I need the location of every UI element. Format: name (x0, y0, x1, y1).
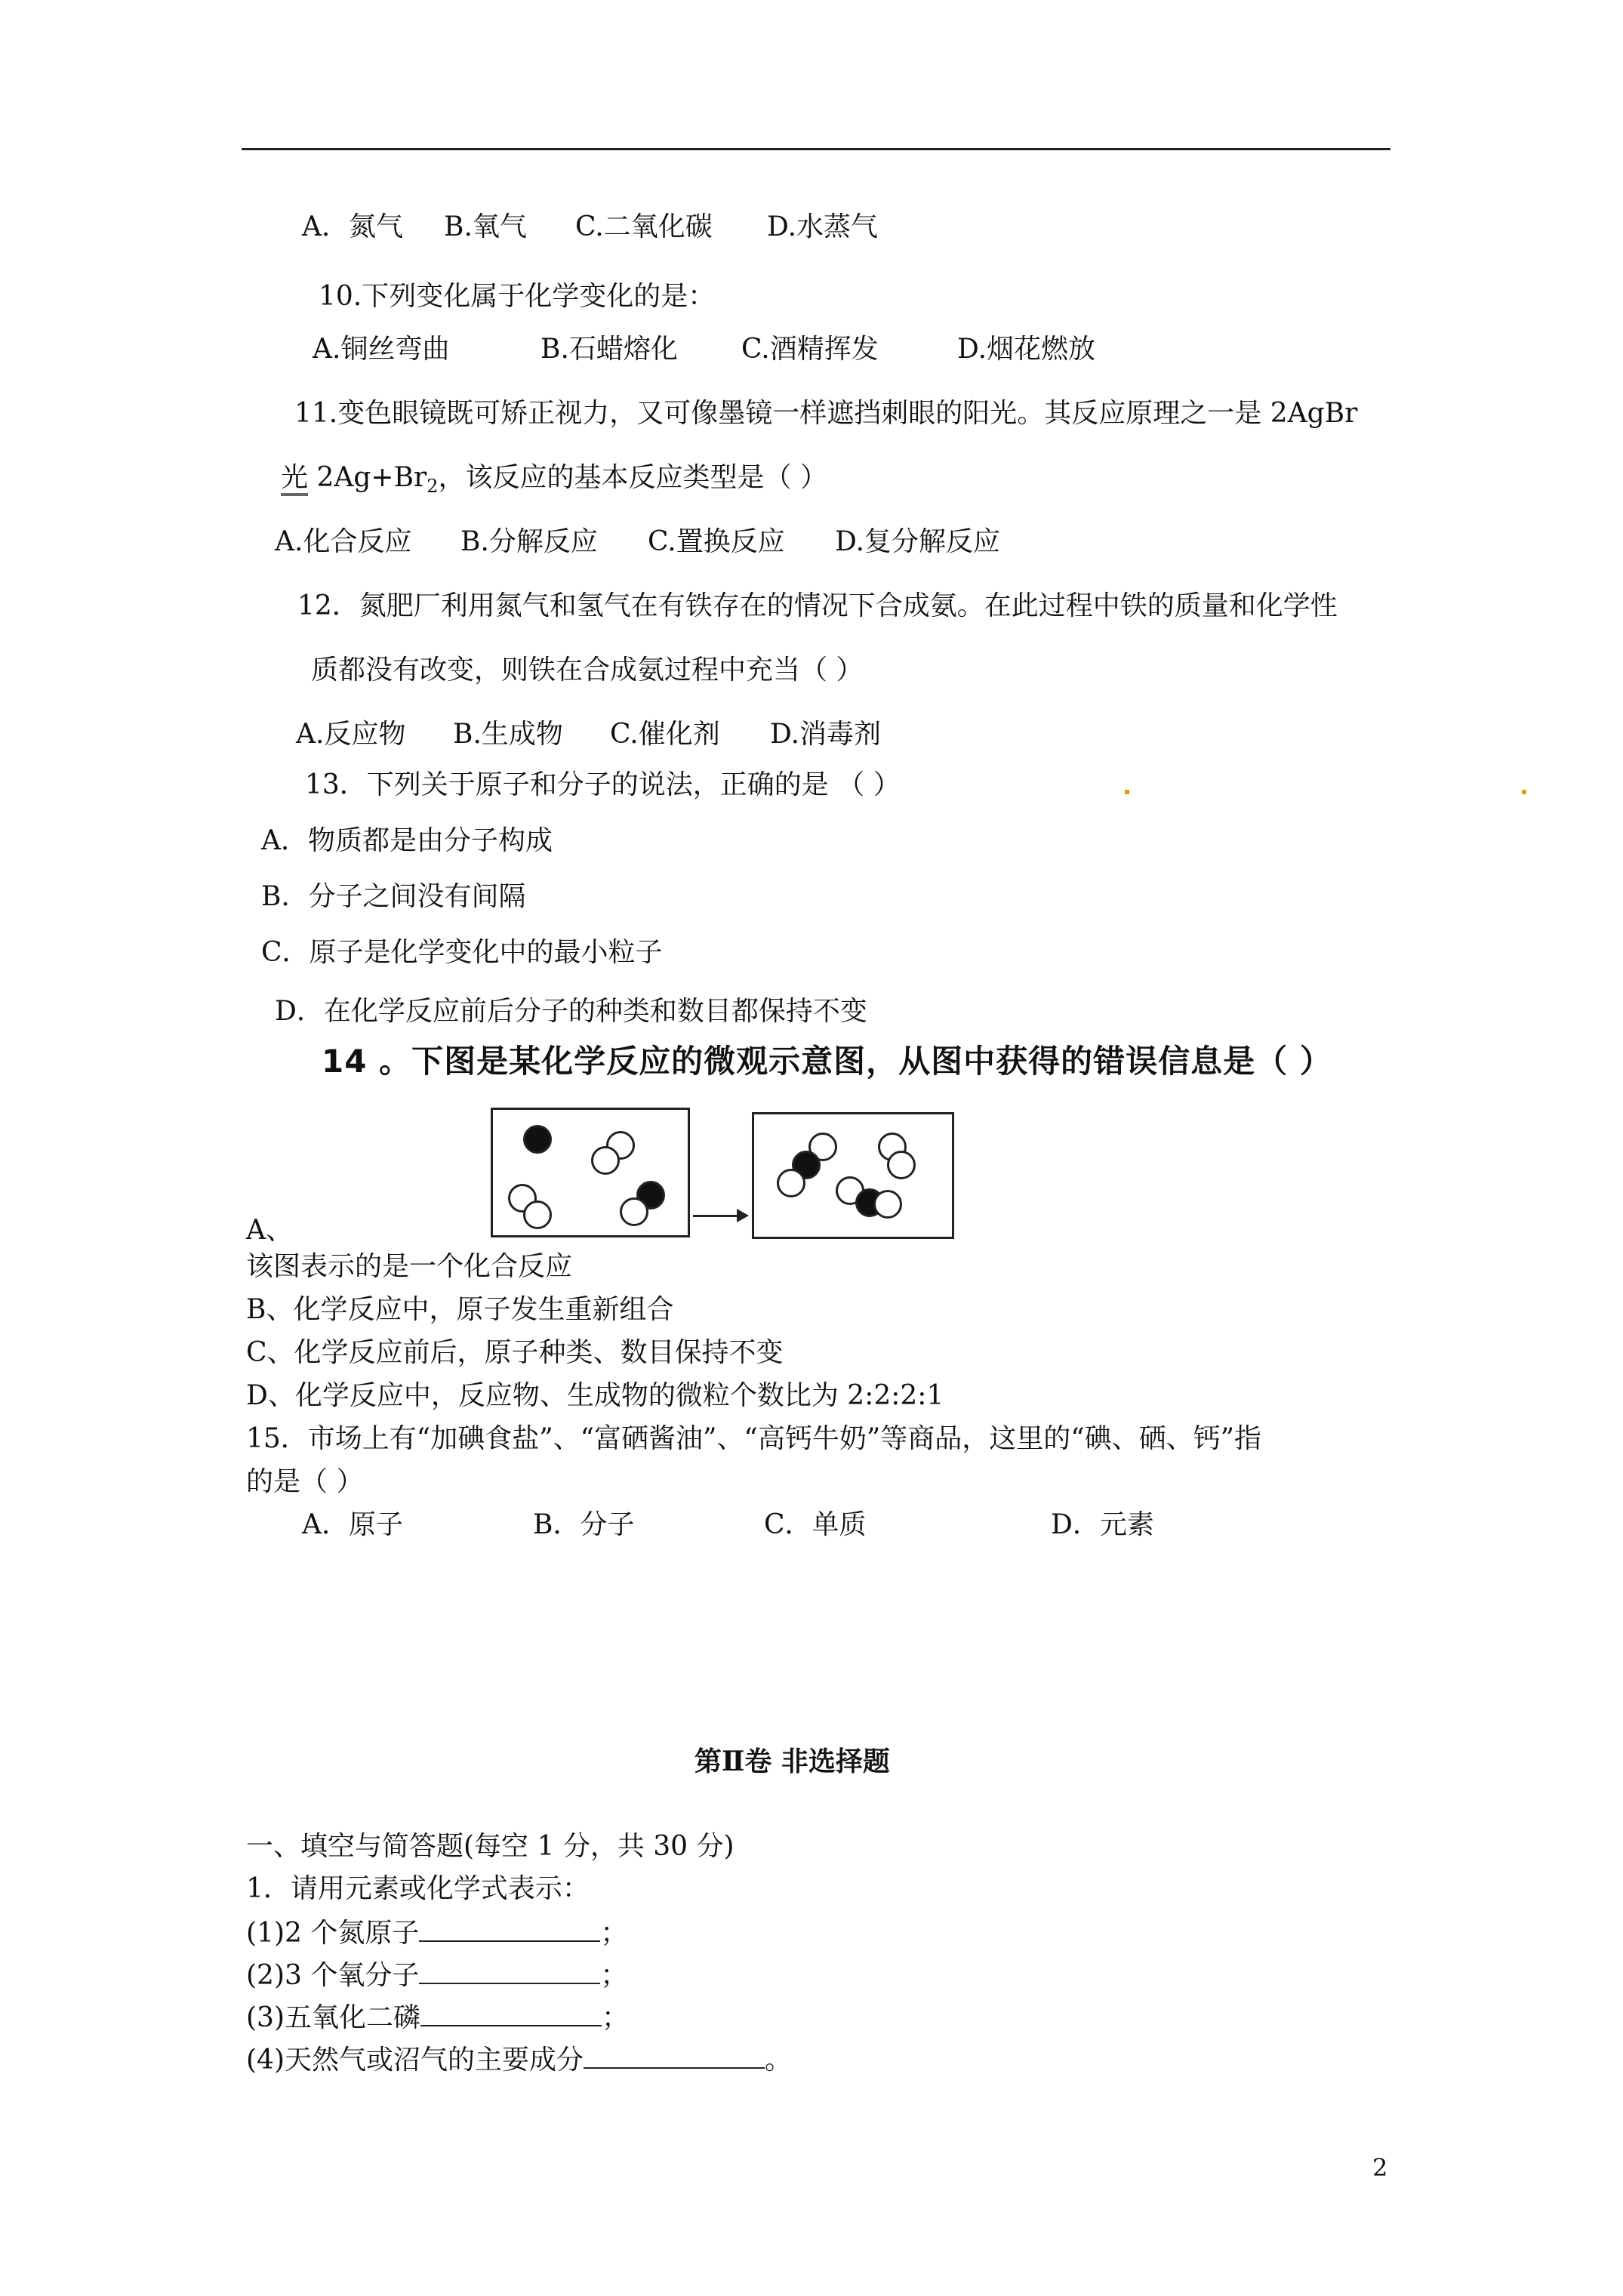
q14-option-a: 该图表示的是一个化合反应 (246, 1251, 573, 1282)
q12-option-a: A.反应物 (296, 719, 406, 750)
fill-item-label: (4)天然气或沼气的主要成分 (246, 2045, 584, 2076)
q9-option-a: A．氮气 (302, 211, 403, 242)
reaction-arrow (693, 1215, 740, 1217)
fill-item-4 (246, 2045, 792, 2074)
q11-option-b: B.分解反应 (460, 526, 598, 557)
q15-option-b: B．分子 (533, 1509, 635, 1540)
reaction-arrow-head (737, 1209, 749, 1222)
fill-item-end: ； (600, 1918, 628, 1949)
q11-products: 2Ag+Br (308, 462, 427, 493)
q10-option-a: A.铜丝弯曲 (313, 334, 450, 365)
q10-option-b: B.石蜡熔化 (540, 334, 678, 365)
q10-option-d: D.烟花燃放 (957, 334, 1096, 365)
q11-subscript: 2 (427, 476, 439, 498)
q11-option-d: D.复分解反应 (835, 526, 1001, 557)
answer-blank[interactable] (584, 2045, 765, 2069)
fill-item-end: ； (600, 1960, 628, 1991)
q14-stem: 14 。下图是某化学反应的微观示意图，从图中获得的错误信息是（ ） (322, 1043, 1332, 1080)
q9-option-c: C.二氧化碳 (575, 211, 713, 242)
answer-blank[interactable] (419, 1960, 600, 1984)
q11-condition: 光 (281, 462, 308, 496)
q14-option-c: C、化学反应前后，原子种类、数目保持不变 (246, 1337, 784, 1368)
q12-stem-line2: 质都没有改变，则铁在合成氨过程中充当（ ） (311, 655, 864, 686)
q13-option-c: C．原子是化学变化中的最小粒子 (261, 937, 663, 968)
white-atom (777, 1169, 805, 1197)
section2-title: 第Ⅱ卷 非选择题 (694, 1746, 890, 1777)
q12-stem-line1: 12．氮肥厂利用氮气和氢气在有铁存在的情况下合成氨。在此过程中铁的质量和化学性 (297, 590, 1338, 621)
q13-option-b: B．分子之间没有间隔 (261, 881, 526, 912)
q14-option-d: D、化学反应中，反应物、生成物的微粒个数比为 2:2:2:1 (246, 1380, 944, 1411)
fill-item-end: 。 (765, 2045, 793, 2076)
q15-stem-line2: 的是（ ） (246, 1466, 364, 1497)
q11-question: ，该反应的基本反应类型是（ ） (438, 462, 827, 493)
fill-item-3 (246, 2002, 629, 2032)
white-atom (523, 1200, 552, 1229)
answer-blank[interactable] (420, 2002, 602, 2026)
white-atom (887, 1151, 916, 1179)
q15-option-a: A．原子 (302, 1509, 403, 1540)
fill-item-2 (246, 1960, 627, 1989)
q12-option-d: D.消毒剂 (770, 719, 882, 750)
fill-item-label: (2)3 个氧分子 (246, 1960, 420, 1991)
q12-option-c: C.催化剂 (610, 719, 720, 750)
reactants-box (491, 1108, 690, 1237)
q11-stem-line1: 11.变色眼镜既可矫正视力，又可像墨镜一样遮挡刺眼的阳光。其反应原理之一是 2AgBr (294, 398, 1358, 429)
artifact-dot (1125, 790, 1129, 794)
fill-item-1 (246, 1918, 627, 1947)
q9-option-d: D.水蒸气 (767, 211, 879, 242)
fill-item-end: ； (602, 2002, 630, 2033)
header-rule (242, 148, 1390, 150)
fill-item-label: (3)五氧化二磷 (246, 2002, 420, 2033)
white-atom (620, 1197, 648, 1226)
black-atom (523, 1125, 552, 1154)
q15-option-c: C．单质 (764, 1509, 867, 1540)
white-atom (873, 1190, 902, 1219)
products-box (752, 1112, 954, 1239)
q13-stem: 13．下列关于原子和分子的说法，正确的是 （ ） (305, 769, 901, 800)
page-number: 2 (1372, 2153, 1388, 2182)
q11-option-a: A.化合反应 (275, 526, 412, 557)
q15-option-d: D．元素 (1051, 1509, 1154, 1540)
q14-option-b: B、化学反应中，原子发生重新组合 (246, 1294, 674, 1325)
section2-part-heading: 一、填空与简答题(每空 1 分，共 30 分) (246, 1831, 735, 1862)
q13-option-a: A．物质都是由分子构成 (261, 825, 553, 856)
q13-option-d: D．在化学反应前后分子的种类和数目都保持不变 (275, 996, 867, 1027)
white-atom (591, 1146, 620, 1175)
q9-option-b: B.氧气 (444, 211, 527, 242)
q11-stem-line2 (281, 462, 827, 498)
q12-option-b: B.生成物 (453, 719, 563, 750)
q14-option-a-label: A、 (246, 1215, 293, 1246)
q15-stem-line1: 15．市场上有“加碘食盐”、“富硒酱油”、“高钙牛奶”等商品，这里的“碘、硒、钙”指 (246, 1423, 1262, 1454)
q10-option-c: C.酒精挥发 (741, 334, 879, 365)
artifact-dot (1522, 790, 1526, 794)
q11-option-c: C.置换反应 (648, 526, 785, 557)
fill-item-label: (1)2 个氮原子 (246, 1918, 420, 1949)
fill-q1-stem: 1．请用元素或化学式表示： (246, 1873, 590, 1904)
answer-blank[interactable] (419, 1918, 600, 1942)
q10-stem: 10.下列变化属于化学变化的是： (319, 281, 716, 312)
